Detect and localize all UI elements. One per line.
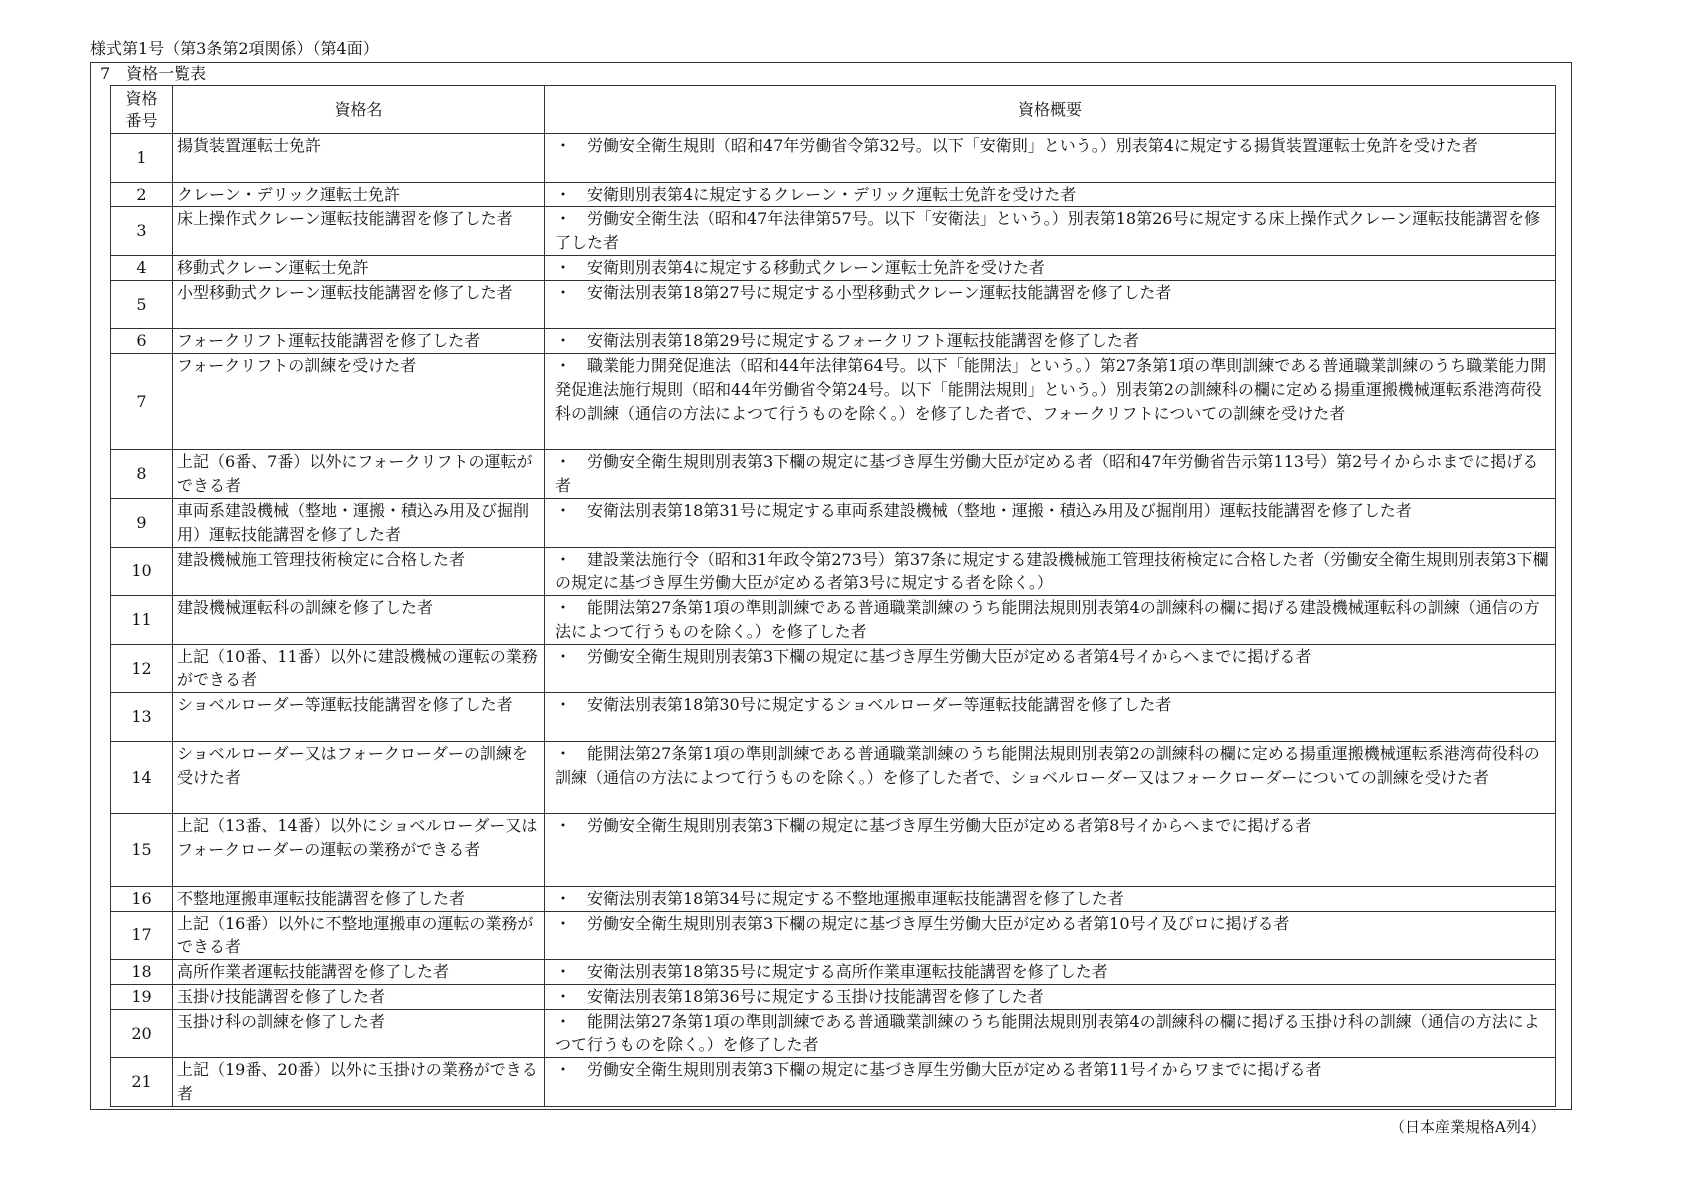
table-row <box>111 693 1556 742</box>
qualification-number: 20 <box>111 1009 173 1058</box>
table-row <box>111 182 1556 207</box>
table-row <box>111 1009 1556 1058</box>
qualification-name: フォークリフトの訓練を受けた者 <box>173 354 545 450</box>
qualification-summary: ・ 労働安全衛生規則別表第3下欄の規定に基づき厚生労働大臣が定める者第8号イからヘまでに掲げる者 <box>545 814 1556 886</box>
qualification-name: 建設機械運転科の訓練を修了した者 <box>173 596 545 645</box>
qualification-summary: ・ 安衛則別表第4に規定する移動式クレーン運転士免許を受けた者 <box>545 255 1556 280</box>
qualification-name: 車両系建設機械（整地・運搬・積込み用及び掘削用）運転技能講習を修了した者 <box>173 498 545 547</box>
qualification-number: 17 <box>111 911 173 960</box>
table-row <box>111 547 1556 596</box>
qualification-number: 7 <box>111 354 173 450</box>
header-summary: 資格概要 <box>545 86 1556 134</box>
table-row <box>111 814 1556 886</box>
qualification-name: 玉掛け科の訓練を修了した者 <box>173 1009 545 1058</box>
qualification-number: 5 <box>111 280 173 329</box>
qualification-number: 1 <box>111 134 173 183</box>
qualification-table <box>110 85 1556 1107</box>
qualification-number: 21 <box>111 1058 173 1107</box>
qualification-number: 18 <box>111 960 173 985</box>
section-title: 7 資格一覧表 <box>100 64 207 83</box>
header-number: 資格番号 <box>111 86 173 134</box>
qualification-summary: ・ 安衛法別表第18第27号に規定する小型移動式クレーン運転技能講習を修了した者 <box>545 280 1556 329</box>
qualification-name: ショベルローダー又はフォークローダーの訓練を受けた者 <box>173 741 545 813</box>
qualification-summary: ・ 安衛法別表第18第31号に規定する車両系建設機械（整地・運搬・積込み用及び掘削用）運転技能講習を修了した者 <box>545 498 1556 547</box>
qualification-summary: ・ 安衛則別表第4に規定するクレーン・デリック運転士免許を受けた者 <box>545 182 1556 207</box>
table-row <box>111 596 1556 645</box>
table-row <box>111 450 1556 499</box>
qualification-number: 9 <box>111 498 173 547</box>
qualification-name: 上記（6番、7番）以外にフォークリフトの運転ができる者 <box>173 450 545 499</box>
table-row <box>111 644 1556 693</box>
qualification-name: 上記（10番、11番）以外に建設機械の運転の業務ができる者 <box>173 644 545 693</box>
qualification-name: 小型移動式クレーン運転技能講習を修了した者 <box>173 280 545 329</box>
qualification-name: フォークリフト運転技能講習を修了した者 <box>173 329 545 354</box>
qualification-summary: ・ 労働安全衛生規則別表第3下欄の規定に基づき厚生労働大臣が定める者第4号イからヘまでに掲げる者 <box>545 644 1556 693</box>
table-row <box>111 280 1556 329</box>
qualification-summary: ・ 能開法第27条第1項の準則訓練である普通職業訓練のうち能開法規則別表第2の訓練科の欄に定める揚重運搬機械運転系港湾荷役科の訓練（通信の方法によつて行うものを除く。）を修了した者で、ショベルローダー又はフォークローダーについての訓練を受けた者 <box>545 741 1556 813</box>
paper-size-note: （日本産業規格A列4） <box>1390 1118 1546 1136</box>
qualification-name: 玉掛け技能講習を修了した者 <box>173 984 545 1009</box>
qualification-number: 14 <box>111 741 173 813</box>
qualification-name: 上記（13番、14番）以外にショベルローダー又はフォークローダーの運転の業務ができる者 <box>173 814 545 886</box>
qualification-summary: ・ 建設業法施行令（昭和31年政令第273号）第37条に規定する建設機械施工管理技術検定に合格した者（労働安全衛生規則別表第3下欄の規定に基づき厚生労働大臣が定める者第3号に規定する者を除く。） <box>545 547 1556 596</box>
qualification-summary: ・ 労働安全衛生規則別表第3下欄の規定に基づき厚生労働大臣が定める者第11号イからワまでに掲げる者 <box>545 1058 1556 1107</box>
form-title: 様式第1号（第3条第2項関係）（第4面） <box>90 39 379 58</box>
qualification-summary: ・ 職業能力開発促進法（昭和44年法律第64号。以下「能開法」という。）第27条第1項の準則訓練である普通職業訓練のうち職業能力開発促進法施行規則（昭和44年労働省令第24号。以下「能開法規則」という。）別表第2の訓練科の欄に定める揚重運搬機械運転系港湾荷役科の訓練（通信の方法によつて行うものを除く。）を修了した者で、フォークリフトについての訓練を受けた者 <box>545 354 1556 450</box>
qualification-summary: ・ 安衛法別表第18第30号に規定するショベルローダー等運転技能講習を修了した者 <box>545 693 1556 742</box>
table-row <box>111 329 1556 354</box>
qualification-name: 高所作業者運転技能講習を修了した者 <box>173 960 545 985</box>
qualification-name: 上記（16番）以外に不整地運搬車の運転の業務ができる者 <box>173 911 545 960</box>
qualification-number: 13 <box>111 693 173 742</box>
qualification-number: 6 <box>111 329 173 354</box>
table-row <box>111 984 1556 1009</box>
qualification-summary: ・ 労働安全衛生規則（昭和47年労働省令第32号。以下「安衛則」という。）別表第4に規定する揚貨装置運転士免許を受けた者 <box>545 134 1556 183</box>
qualification-number: 3 <box>111 207 173 256</box>
qualification-summary: ・ 労働安全衛生規則別表第3下欄の規定に基づき厚生労働大臣が定める者（昭和47年労働省告示第113号）第2号イからホまでに掲げる者 <box>545 450 1556 499</box>
header-name: 資格名 <box>173 86 545 134</box>
qualification-number: 12 <box>111 644 173 693</box>
qualification-summary: ・ 安衛法別表第18第36号に規定する玉掛け技能講習を修了した者 <box>545 984 1556 1009</box>
qualification-number: 8 <box>111 450 173 499</box>
qualification-name: 床上操作式クレーン運転技能講習を修了した者 <box>173 207 545 256</box>
table-header-row <box>111 86 1556 134</box>
table-row <box>111 1058 1556 1107</box>
qualification-number: 15 <box>111 814 173 886</box>
table-row <box>111 354 1556 450</box>
qualification-number: 16 <box>111 886 173 911</box>
qualification-number: 19 <box>111 984 173 1009</box>
table-row <box>111 498 1556 547</box>
qualification-summary: ・ 労働安全衛生法（昭和47年法律第57号。以下「安衛法」という。）別表第18第26号に規定する床上操作式クレーン運転技能講習を修了した者 <box>545 207 1556 256</box>
table-row <box>111 741 1556 813</box>
qualification-number: 2 <box>111 182 173 207</box>
qualification-name: 建設機械施工管理技術検定に合格した者 <box>173 547 545 596</box>
qualification-number: 10 <box>111 547 173 596</box>
qualification-name: クレーン・デリック運転士免許 <box>173 182 545 207</box>
qualification-summary: ・ 能開法第27条第1項の準則訓練である普通職業訓練のうち能開法規則別表第4の訓練科の欄に掲げる建設機械運転科の訓練（通信の方法によつて行うものを除く。）を修了した者 <box>545 596 1556 645</box>
qualification-name: 不整地運搬車運転技能講習を修了した者 <box>173 886 545 911</box>
table-row <box>111 255 1556 280</box>
qualification-name: 移動式クレーン運転士免許 <box>173 255 545 280</box>
qualification-name: 上記（19番、20番）以外に玉掛けの業務ができる者 <box>173 1058 545 1107</box>
qualification-name: ショベルローダー等運転技能講習を修了した者 <box>173 693 545 742</box>
qualification-number: 11 <box>111 596 173 645</box>
qualification-summary: ・ 安衛法別表第18第35号に規定する高所作業車運転技能講習を修了した者 <box>545 960 1556 985</box>
qualification-summary: ・ 能開法第27条第1項の準則訓練である普通職業訓練のうち能開法規則別表第4の訓練科の欄に掲げる玉掛け科の訓練（通信の方法によつて行うものを除く。）を修了した者 <box>545 1009 1556 1058</box>
qualification-number: 4 <box>111 255 173 280</box>
table-row <box>111 911 1556 960</box>
table-row <box>111 960 1556 985</box>
qualification-name: 揚貨装置運転士免許 <box>173 134 545 183</box>
table-row <box>111 134 1556 183</box>
qualification-summary: ・ 安衛法別表第18第29号に規定するフォークリフト運転技能講習を修了した者 <box>545 329 1556 354</box>
qualification-summary: ・ 安衛法別表第18第34号に規定する不整地運搬車運転技能講習を修了した者 <box>545 886 1556 911</box>
table-row <box>111 207 1556 256</box>
table-row <box>111 886 1556 911</box>
qualification-summary: ・ 労働安全衛生規則別表第3下欄の規定に基づき厚生労働大臣が定める者第10号イ及びロに掲げる者 <box>545 911 1556 960</box>
